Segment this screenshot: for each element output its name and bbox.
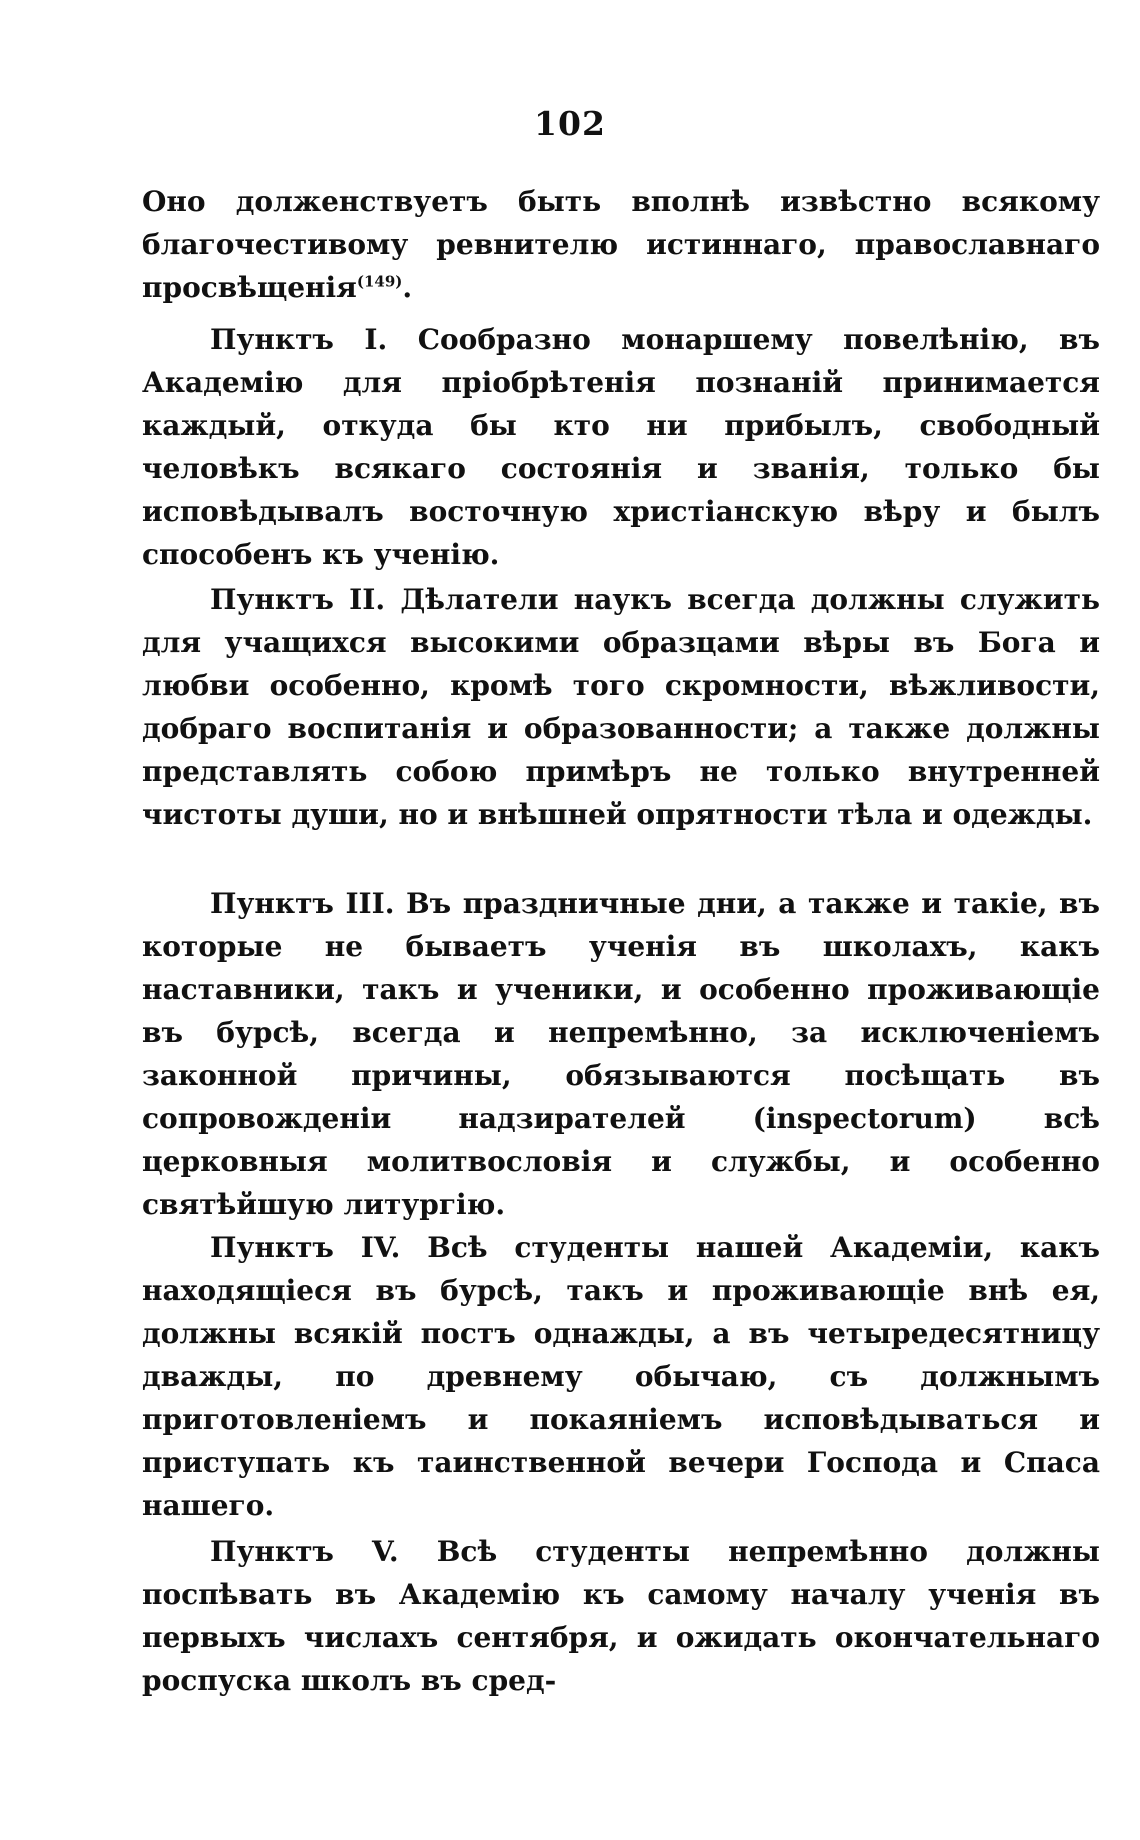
paragraph-text: Всѣ студенты непремѣнно должны поспѣвать въ Академію къ самому началу ученія въ первыхъ числахъ сентября, и ожидать окончательнаго роспуска школъ въ сред- — [142, 1535, 1100, 1697]
paragraph-label: Пунктъ IV. — [210, 1231, 401, 1264]
page-number: 102 — [534, 104, 606, 143]
paragraph-label: Пунктъ I. — [210, 323, 388, 356]
paragraph-text: Дѣлатели наукъ всегда должны служить для учащихся высокими образцами вѣры въ Бога и любви особенно, кромѣ того скромности, вѣжливости, добраго воспитанія и образованности; а также должны представлять собою примѣръ не только внутренней чистоты души, но и внѣшней опрятности тѣла и одежды. — [142, 583, 1101, 831]
intro-text: Оно долженствуетъ быть вполнѣ извѣстно всякому благочестивому ревнителю истиннаго, православнаго просвѣщенія — [142, 185, 1100, 304]
paragraph-punkt-1 — [142, 318, 1100, 576]
paragraph-punkt-3 — [142, 882, 1100, 1226]
intro-end: . — [402, 271, 413, 304]
paragraph-label: Пунктъ II. — [210, 583, 386, 616]
paragraph-punkt-5 — [142, 1530, 1100, 1702]
paragraph-text: Въ праздничные дни, а также и такіе, въ которые не бываетъ ученія въ школахъ, какъ наставники, такъ и ученики, и особенно проживающіе въ бурсѣ, всегда и непремѣнно, за исключеніемъ законной причины, обязываются посѣщать въ сопровожденіи надзирателей (inspectorum) всѣ церковныя молитвословія и службы, и особенно святѣйшую литургію. — [142, 887, 1100, 1221]
footnote-reference: (149) — [356, 272, 403, 291]
paragraph-punkt-2 — [142, 578, 1100, 836]
paragraph-punkt-4 — [142, 1226, 1100, 1527]
paragraph-text: Всѣ студенты нашей Академіи, какъ находящіеся въ бурсѣ, такъ и проживающіе внѣ ея, должны всякій постъ однажды, а въ четыредесятницу дважды, по древнему обычаю, съ должнымъ приготовленіемъ и покаяніемъ исповѣдываться и приступать къ таинственной вечери Господа и Спаса нашего. — [142, 1231, 1100, 1522]
intro-paragraph — [142, 180, 1100, 309]
paragraph-text: Сообразно монаршему повелѣнію, въ Академію для пріобрѣтенія познаній принимается каждый, откуда бы кто ни прибылъ, свободный человѣкъ всякаго состоянія и званія, только бы исповѣдывалъ восточную христіанскую вѣру и былъ способенъ къ ученію. — [142, 323, 1100, 571]
paragraph-label: Пунктъ V. — [210, 1535, 399, 1568]
paragraph-label: Пунктъ III. — [210, 887, 395, 920]
